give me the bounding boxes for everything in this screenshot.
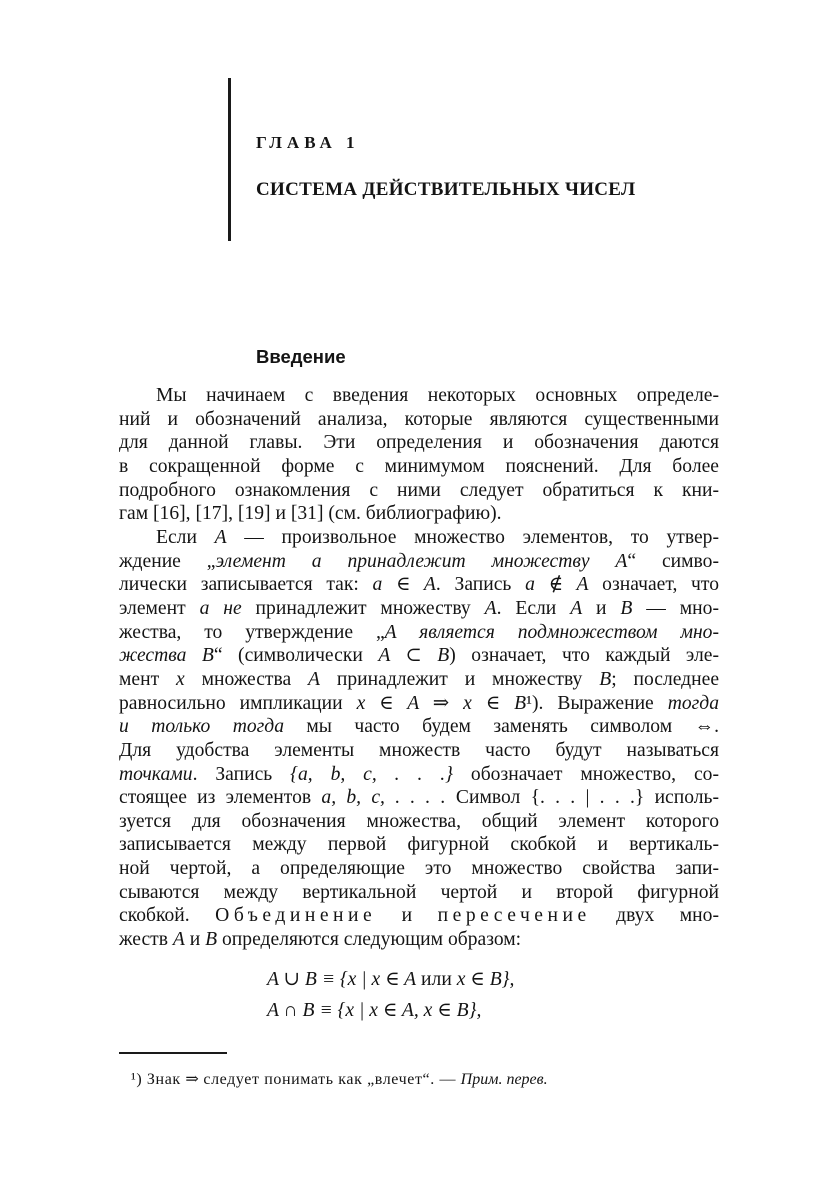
text-line: Мы начинаем с введения некоторых основных определе- bbox=[156, 385, 719, 406]
footnote-marker: ¹ bbox=[526, 692, 533, 714]
text-line: точками. Запись {a, b, c, . . .} обозначает множество, со- bbox=[119, 763, 719, 785]
text-line: элемент a не принадлежит множеству A. Если A и B — мно- bbox=[119, 597, 719, 619]
text-line: жества B“ (символически A ⊂ B) означает, что каждый эле- bbox=[119, 645, 719, 667]
text-line: Для удобства элементы множеств часто будут называться bbox=[119, 739, 719, 761]
text-line: жеств A и B определяются следующим образом: bbox=[119, 929, 522, 951]
text-line: жества, то утверждение „A является подмножеством мно- bbox=[119, 621, 719, 643]
text-line: для данной главы. Эти определения и обозначения даются bbox=[119, 432, 719, 454]
text-line: подробного ознакомления с ними следует обратиться к кни- bbox=[119, 479, 719, 501]
emphasis: элемент a принадлежит множеству A bbox=[215, 550, 628, 572]
text-line: ждение „элемент a принадлежит множеству A“ симво- bbox=[119, 550, 719, 572]
emphasis: тогда bbox=[667, 692, 719, 714]
emphasis: Прим. перев. bbox=[460, 1071, 548, 1088]
paragraph-intro bbox=[119, 384, 719, 526]
emphasis: a не bbox=[199, 597, 242, 619]
emphasis: A является подмножеством мно- bbox=[384, 621, 719, 643]
section-title: Введение bbox=[256, 346, 346, 367]
text-line: ной чертой, а определяющие это множество свойства запи- bbox=[119, 858, 719, 880]
iff-symbol: ⇔ bbox=[694, 716, 715, 738]
text-line: лически записывается так: a ∈ A. Запись a ∉ A означает, что bbox=[119, 574, 720, 596]
formula-intersection: A ∩ B ≡ {x | x ∈ A, x ∈ B}, bbox=[267, 999, 482, 1021]
body-text bbox=[119, 384, 719, 1026]
chapter-title: СИСТЕМА ДЕЙСТВИТЕЛЬНЫХ ЧИСЕЛ bbox=[256, 179, 636, 200]
emphasis: жества B bbox=[119, 645, 214, 667]
text-line: и только тогда мы часто будем заменять символом ⇔. bbox=[119, 716, 719, 738]
text-line: сываются между вертикальной чертой и второй фигурной bbox=[119, 881, 719, 903]
chapter-label: ГЛАВА 1 bbox=[256, 133, 360, 152]
spaced-term: пересечение bbox=[437, 905, 591, 927]
text-line: мент x множества A принадлежит и множеству B; последнее bbox=[119, 668, 720, 690]
text-line: в сокращенной форме с минимумом пояснений. Для более bbox=[119, 455, 719, 477]
text-line: гам [16], [17], [19] и [31] (см. библиографию). bbox=[119, 503, 502, 525]
footnote: ¹) Знак ⇒ следует понимать как „влечет“. — Прим. перев. bbox=[131, 1071, 548, 1088]
text-line: Если A — произвольное множество элементов, то утвер- bbox=[156, 526, 720, 548]
implies-symbol: ⇒ bbox=[185, 1071, 199, 1088]
paragraph-sets bbox=[119, 526, 719, 952]
formula-block bbox=[119, 964, 719, 1026]
text-line: стоящее из элементов a, b, c, . . . . Символ {. . . | . . .} исполь- bbox=[119, 787, 720, 809]
spaced-term: Объединение bbox=[215, 905, 377, 927]
text-line: равносильно импликации x ∈ A ⇒ x ∈ B¹). Выражение тогда bbox=[119, 692, 719, 714]
footnote-rule bbox=[119, 1052, 227, 1054]
chapter-heading-rule bbox=[228, 78, 231, 241]
text-line: зуется для обозначения множества, общий элемент которого bbox=[119, 810, 719, 832]
emphasis: и только тогда bbox=[119, 716, 285, 738]
emphasis: точками bbox=[119, 763, 193, 785]
text-line: скобкой. Объединение и пересечение двух мно- bbox=[119, 905, 719, 927]
formula-union: A ∪ B ≡ {x | x ∈ A или x ∈ B}, bbox=[267, 968, 515, 990]
text-line: ний и обозначений анализа, которые являются существенными bbox=[119, 408, 719, 430]
text-line: записывается между первой фигурной скобкой и вертикаль- bbox=[119, 834, 719, 856]
